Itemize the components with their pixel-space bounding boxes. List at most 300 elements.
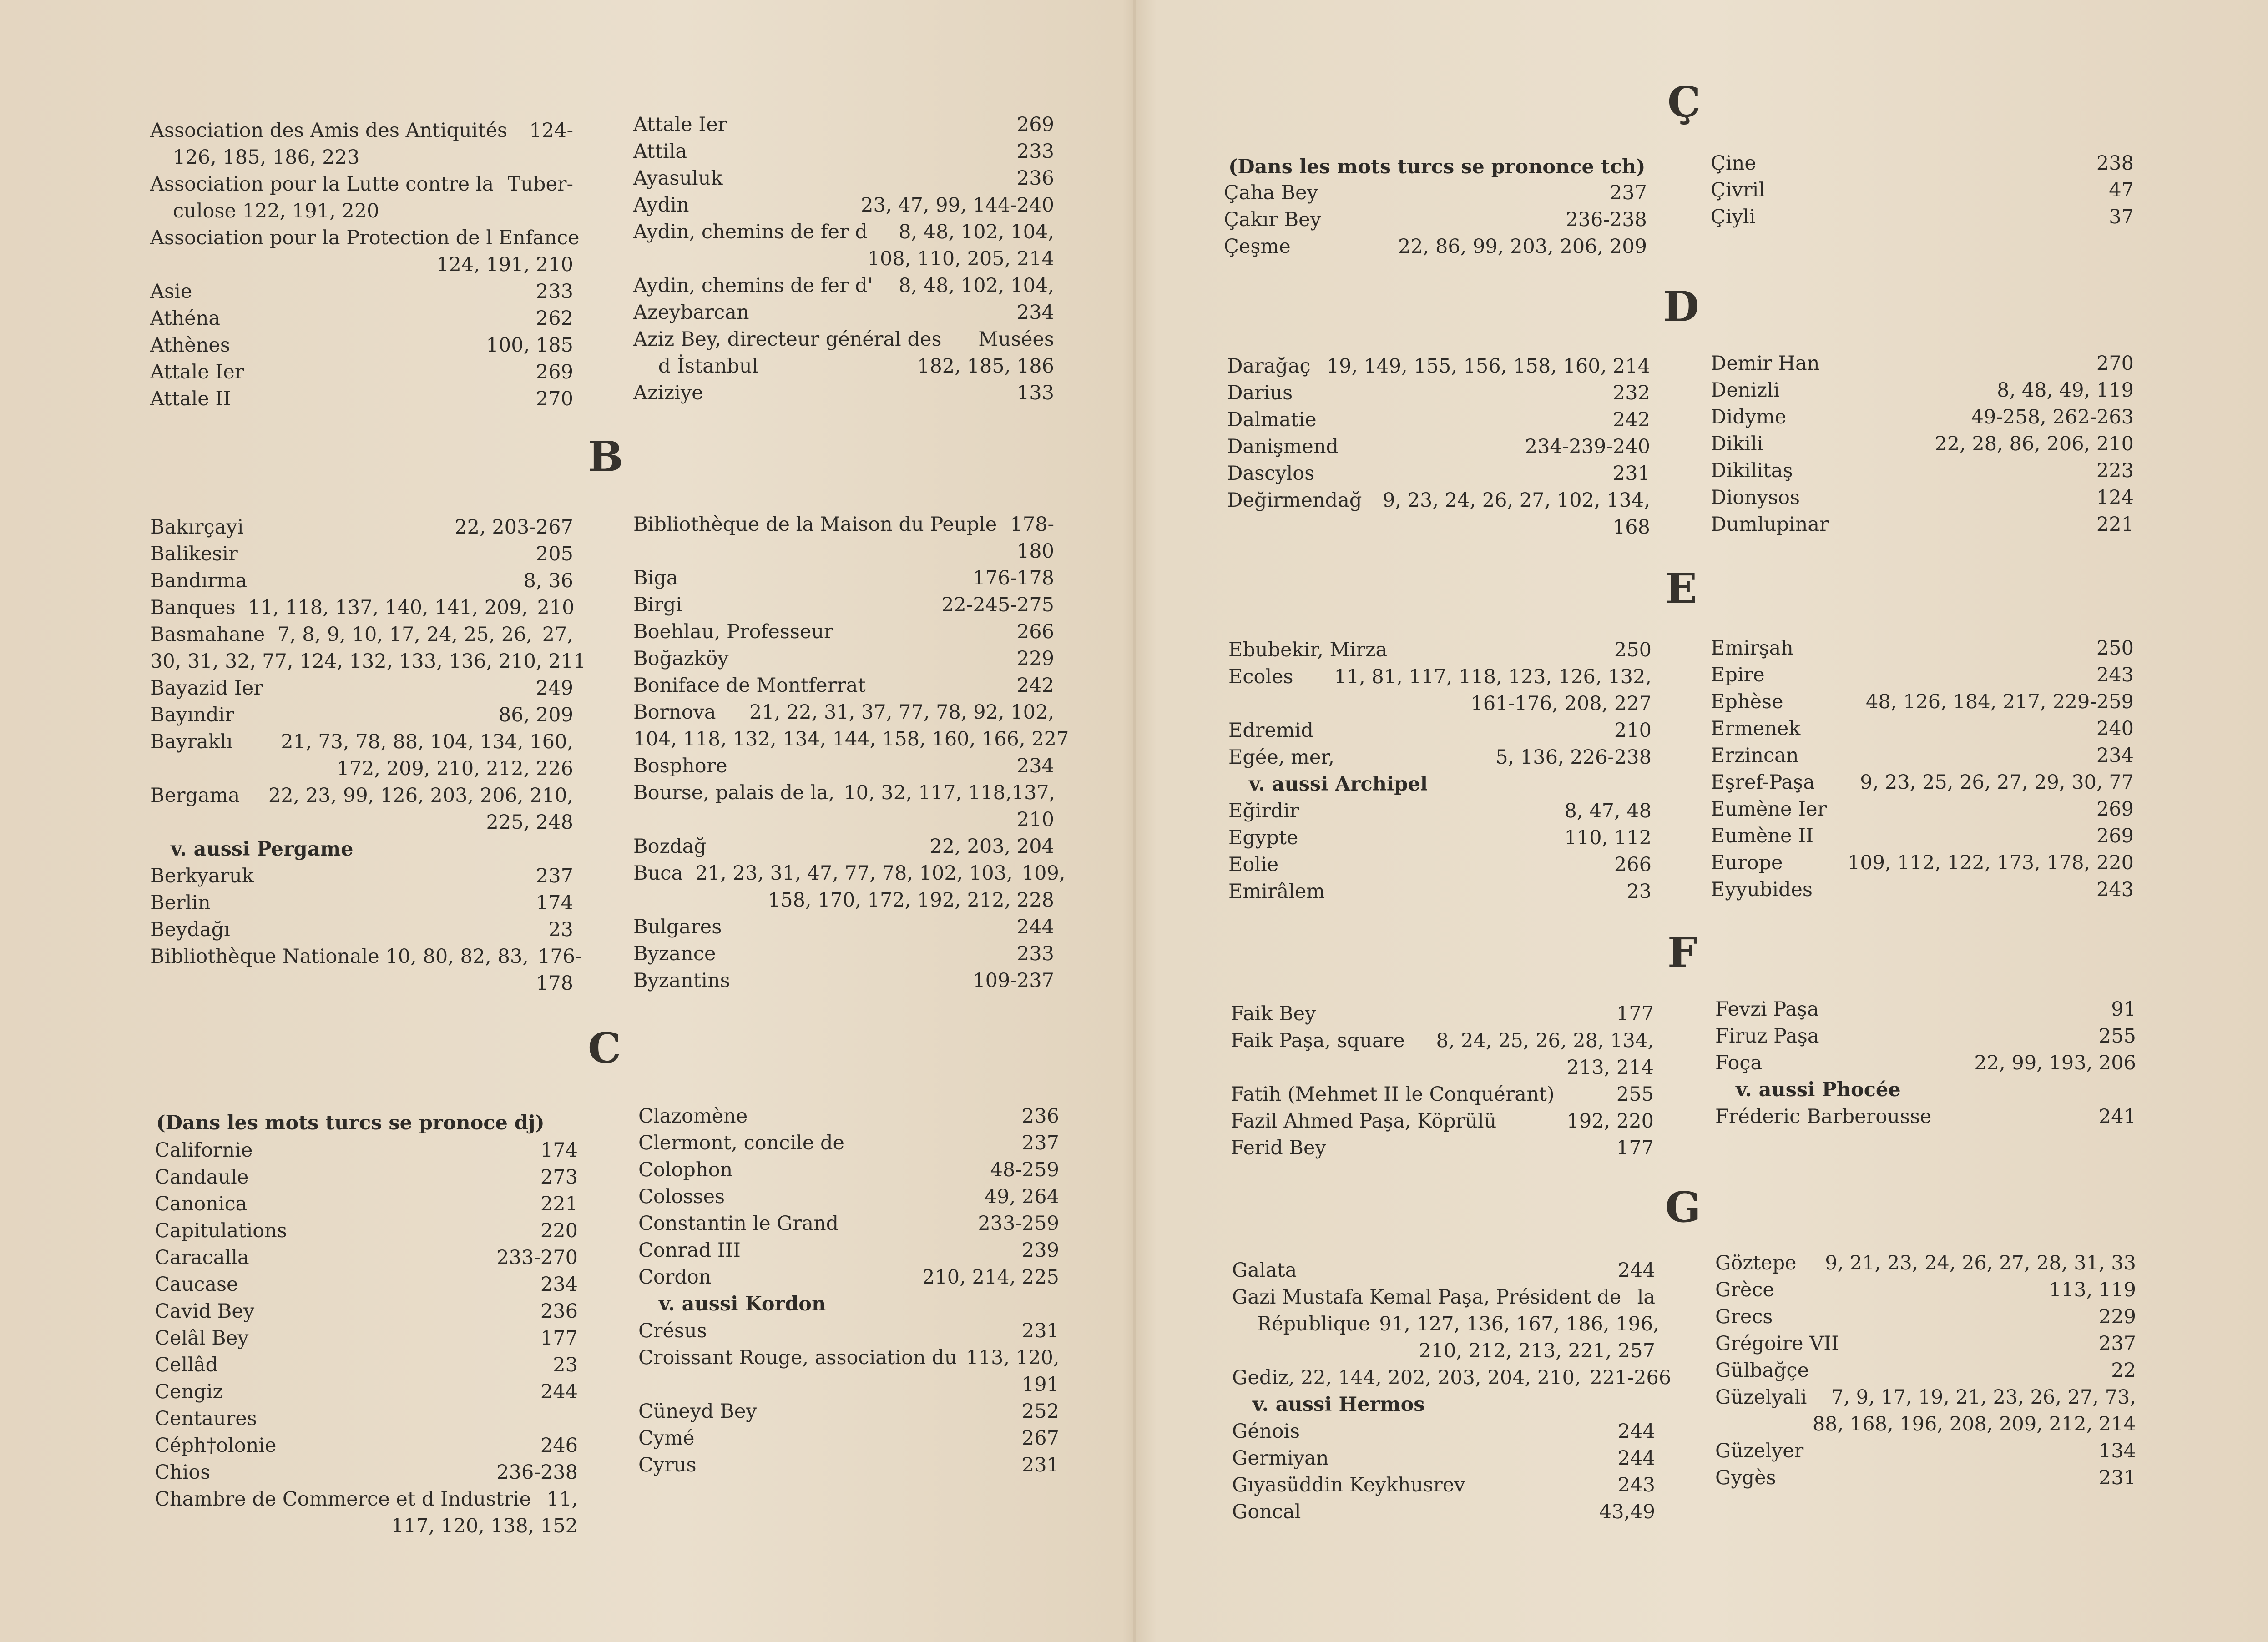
entry-page-numbers: 23 bbox=[1626, 880, 1652, 903]
entry-page-numbers: 236 bbox=[1016, 167, 1054, 190]
entry-page-numbers: 7, 9, 17, 19, 21, 23, 26, 27, 73, bbox=[1831, 1386, 2136, 1409]
index-entry bbox=[1715, 1465, 2136, 1491]
page-fold bbox=[1133, 0, 1136, 1642]
index-entry bbox=[1227, 380, 1650, 407]
entry-term: Epire bbox=[1711, 664, 1765, 686]
entry-term: Association des Amis des Antiquités bbox=[150, 119, 508, 142]
index-entry bbox=[155, 1325, 578, 1352]
entry-continuation: 180 bbox=[1016, 540, 1054, 563]
entry-page-numbers: 133 bbox=[1016, 382, 1054, 404]
entry-term: Candaule bbox=[155, 1166, 249, 1189]
index-entry bbox=[150, 225, 580, 252]
entry-term: Chambre de Commerce et d Industrie bbox=[155, 1488, 531, 1511]
entry-page-numbers: 134 bbox=[2098, 1440, 2136, 1462]
entry-page-numbers: 234-239-240 bbox=[1525, 435, 1650, 458]
entry-page-numbers: 48, 126, 184, 217, 229-259 bbox=[1866, 690, 2134, 713]
index-entry bbox=[1711, 823, 2134, 850]
entry-term: Bosphore bbox=[633, 755, 727, 777]
index-entry bbox=[1227, 407, 1650, 433]
index-entry bbox=[1232, 1365, 1672, 1391]
index-entry bbox=[633, 138, 1054, 165]
index-entry bbox=[633, 272, 1054, 299]
entry-continuation: 117, 120, 138, 152 bbox=[391, 1515, 578, 1537]
entry-continuation: 178 bbox=[535, 972, 573, 995]
entry-page-numbers: 22, 99, 193, 206 bbox=[1974, 1052, 2136, 1074]
entry-continuation: 161-176, 208, 227 bbox=[1470, 692, 1652, 715]
entry-page-numbers: 220 bbox=[540, 1219, 578, 1242]
index-entry bbox=[150, 675, 573, 702]
entry-page-numbers: 176-178 bbox=[973, 567, 1054, 589]
index-entry bbox=[1228, 851, 1652, 878]
section-letter-g: G bbox=[1665, 1183, 1701, 1232]
entry-term: Basmahane 7, 8, 9, 10, 17, 24, 25, 26, bbox=[150, 623, 533, 646]
index-entry bbox=[1228, 717, 1652, 744]
entry-page-numbers: 233 bbox=[535, 280, 573, 303]
entry-term: Grecs bbox=[1715, 1305, 1773, 1328]
entry-page-numbers: 231 bbox=[1612, 462, 1650, 485]
index-entry bbox=[1711, 204, 2134, 231]
entry-term: Demir Han bbox=[1711, 352, 1820, 375]
entry-term: Attale II bbox=[150, 388, 231, 410]
entry-term: Çaha Bey bbox=[1224, 181, 1318, 204]
entry-page-numbers: 237 bbox=[535, 865, 573, 887]
entry-page-numbers: la bbox=[1637, 1286, 1655, 1309]
entry-term: Gediz, 22, 144, 202, 203, 204, 210, bbox=[1232, 1366, 1581, 1389]
entry-page-numbers: 9, 21, 23, 24, 26, 27, 28, 31, 33 bbox=[1825, 1252, 2136, 1274]
index-entry bbox=[1228, 878, 1652, 905]
entry-page-numbers: 269 bbox=[1016, 113, 1054, 136]
index-entry bbox=[150, 305, 573, 332]
entry-page-numbers: 23 bbox=[548, 918, 573, 941]
index-entry bbox=[638, 1398, 1059, 1425]
entry-term: Gıyasüddin Keykhusrev bbox=[1232, 1474, 1465, 1496]
entry-page-numbers: 37 bbox=[2109, 206, 2134, 228]
entry-term: Cordon bbox=[638, 1266, 712, 1289]
entry-page-numbers: 8, 47, 48 bbox=[1564, 800, 1652, 822]
entry-term: Cellâd bbox=[155, 1354, 218, 1376]
entry-page-numbers: 262 bbox=[535, 307, 573, 330]
entry-page-numbers: 242 bbox=[1016, 674, 1054, 697]
entry-term: Boehlau, Professeur bbox=[633, 620, 833, 643]
index-column bbox=[633, 511, 1069, 994]
index-entry bbox=[1232, 1418, 1655, 1445]
index-column bbox=[638, 1103, 1059, 1479]
entry-continuation: 108, 110, 205, 214 bbox=[867, 247, 1054, 270]
index-entry bbox=[155, 1298, 578, 1325]
index-entry bbox=[1711, 458, 2134, 484]
entry-term: Association pour la Protection de l Enfance bbox=[150, 227, 580, 249]
index-entry bbox=[633, 699, 1054, 726]
index-entry bbox=[638, 1425, 1059, 1452]
entry-term: Çiyli bbox=[1711, 206, 1756, 228]
entry-term: Attila bbox=[633, 140, 687, 163]
entry-page-numbers: 210, 214, 225 bbox=[922, 1266, 1059, 1289]
entry-page-numbers: 22, 86, 99, 203, 206, 209 bbox=[1398, 235, 1647, 258]
entry-page-numbers: 240 bbox=[2096, 717, 2134, 740]
index-entry bbox=[1711, 876, 2134, 903]
index-entry bbox=[1227, 487, 1650, 514]
entry-term: Caucase bbox=[155, 1273, 238, 1296]
index-column bbox=[150, 117, 580, 413]
entry-term: Emirşah bbox=[1711, 637, 1793, 660]
entry-term: Erzincan bbox=[1711, 744, 1799, 767]
entry-continuation: 126, 185, 186, 223 bbox=[173, 146, 360, 169]
index-entry bbox=[150, 278, 573, 305]
index-entry bbox=[633, 780, 1054, 806]
entry-continuation: 30, 31, 32, 77, 124, 132, 133, 136, 210, 211 bbox=[150, 650, 586, 673]
index-entry bbox=[150, 568, 573, 594]
index-entry bbox=[1715, 1023, 2136, 1050]
entry-term: Eumène II bbox=[1711, 825, 1814, 847]
index-entry bbox=[1711, 742, 2134, 769]
index-entry bbox=[1228, 664, 1652, 690]
entry-page-numbers: 232 bbox=[1612, 382, 1650, 404]
entry-page-numbers: 8, 36 bbox=[523, 569, 573, 592]
entry-page-numbers: 91 bbox=[2111, 998, 2136, 1021]
entry-page-numbers: 174 bbox=[540, 1139, 578, 1162]
entry-page-numbers: 250 bbox=[1614, 639, 1652, 661]
index-entry bbox=[1224, 180, 1647, 207]
entry-page-numbers: 177 bbox=[1616, 1137, 1654, 1159]
index-entry bbox=[155, 1164, 578, 1191]
entry-page-numbers: 223 bbox=[2096, 459, 2134, 482]
index-entry bbox=[633, 326, 1054, 353]
entry-term: Eyyubides bbox=[1711, 878, 1813, 901]
index-entry bbox=[155, 1244, 578, 1271]
entry-page-numbers: 5, 136, 226-238 bbox=[1495, 746, 1652, 769]
entry-term: Conrad III bbox=[638, 1239, 741, 1262]
entry-page-numbers: 27, bbox=[542, 623, 573, 646]
index-column bbox=[1715, 996, 2136, 1130]
index-entry bbox=[150, 863, 573, 890]
entry-term: Eolie bbox=[1228, 853, 1279, 876]
index-entry bbox=[1711, 511, 2134, 538]
entry-page-numbers: 229 bbox=[1016, 647, 1054, 670]
pronunciation-note: (Dans les mots turcs se pronoce dj) bbox=[156, 1112, 545, 1134]
entry-term: Balikesir bbox=[150, 543, 238, 565]
index-entry bbox=[150, 171, 573, 198]
entry-term: Capitulations bbox=[155, 1219, 287, 1242]
index-entry bbox=[1715, 1277, 2136, 1304]
entry-term: Bergama bbox=[150, 784, 240, 807]
entry-page-numbers: 124- bbox=[529, 119, 573, 142]
entry-page-numbers: 231 bbox=[1021, 1454, 1059, 1476]
entry-page-numbers: 270 bbox=[2096, 352, 2134, 375]
entry-term: Değirmendağ bbox=[1227, 489, 1362, 512]
entry-page-numbers: 249 bbox=[535, 677, 573, 700]
section-letter-e: E bbox=[1665, 564, 1697, 613]
entry-term: Galata bbox=[1232, 1259, 1297, 1282]
entry-term: Beydağı bbox=[150, 918, 230, 941]
index-entry bbox=[633, 353, 1054, 380]
entry-page-numbers: 23, 47, 99, 144-240 bbox=[861, 194, 1054, 217]
entry-term: Danişmend bbox=[1227, 435, 1339, 458]
entry-page-numbers: 22-245-275 bbox=[941, 594, 1054, 616]
see-also-note: v. aussi Archipel bbox=[1249, 773, 1428, 796]
entry-term: Biga bbox=[633, 567, 678, 589]
index-entry bbox=[633, 111, 1054, 138]
entry-term: Göztepe bbox=[1715, 1252, 1797, 1274]
index-column bbox=[1224, 180, 1647, 260]
entry-page-numbers: 113, 119 bbox=[2049, 1279, 2136, 1301]
index-entry bbox=[150, 332, 573, 359]
index-entry bbox=[633, 592, 1054, 619]
index-entry bbox=[638, 1184, 1059, 1210]
index-column bbox=[1711, 350, 2134, 538]
entry-term: Eğirdir bbox=[1228, 800, 1299, 822]
index-entry bbox=[638, 1130, 1059, 1157]
entry-term: Çivril bbox=[1711, 179, 1765, 201]
entry-page-numbers: 22 bbox=[2111, 1359, 2136, 1382]
index-entry bbox=[1715, 1103, 2136, 1130]
entry-term: Bayazid Ier bbox=[150, 677, 263, 700]
entry-term: Californie bbox=[155, 1139, 253, 1162]
entry-page-numbers: 266 bbox=[1016, 620, 1054, 643]
index-entry bbox=[1711, 850, 2134, 876]
index-entry bbox=[1711, 431, 2134, 458]
entry-term: Eumène Ier bbox=[1711, 798, 1827, 821]
entry-term: Çeşme bbox=[1224, 235, 1291, 258]
entry-term: Celâl Bey bbox=[155, 1327, 249, 1350]
entry-page-numbers: 205 bbox=[535, 543, 573, 565]
see-also-note: v. aussi Hermos bbox=[1253, 1393, 1425, 1416]
entry-page-numbers: 8, 48, 102, 104, bbox=[899, 274, 1054, 297]
index-entry bbox=[633, 511, 1054, 538]
entry-page-numbers: 11, bbox=[546, 1488, 578, 1511]
entry-term: Athéna bbox=[150, 307, 221, 330]
entry-page-numbers: 210 bbox=[1614, 719, 1652, 742]
entry-page-numbers: 177 bbox=[1616, 1002, 1654, 1025]
entry-term: Colophon bbox=[638, 1158, 733, 1181]
entry-term: Bibliothèque de la Maison du Peuple bbox=[633, 513, 997, 536]
entry-page-numbers: 8, 24, 25, 26, 28, 134, bbox=[1436, 1029, 1654, 1052]
entry-page-numbers: 244 bbox=[1617, 1259, 1655, 1282]
index-column bbox=[1232, 1257, 1672, 1526]
entry-term: Eşref-Paşa bbox=[1711, 771, 1815, 794]
entry-term: d İstanbul bbox=[633, 355, 758, 378]
entry-page-numbers: 10, 32, 117, 118,137, bbox=[844, 781, 1056, 804]
entry-page-numbers: 109-237 bbox=[973, 969, 1054, 992]
entry-continuation: culose 122, 191, 220 bbox=[173, 200, 379, 222]
entry-term: Caracalla bbox=[155, 1246, 249, 1269]
index-entry bbox=[1715, 1438, 2136, 1465]
entry-term: Cymé bbox=[638, 1427, 695, 1450]
entry-term: Didyme bbox=[1711, 406, 1787, 428]
entry-page-numbers: 113, 120, bbox=[966, 1346, 1060, 1369]
index-entry bbox=[633, 299, 1054, 326]
entry-continuation: 158, 170, 172, 192, 212, 228 bbox=[768, 889, 1054, 912]
index-entry bbox=[1711, 377, 2134, 404]
index-entry bbox=[638, 1157, 1059, 1184]
section-letter-c-cedilla: Ç bbox=[1667, 77, 1701, 126]
section-letter-d: D bbox=[1663, 282, 1699, 331]
entry-term: Dumlupinar bbox=[1711, 513, 1829, 536]
entry-term: Europe bbox=[1711, 851, 1783, 874]
pronunciation-note: (Dans les mots turcs se prononce tch) bbox=[1228, 156, 1646, 178]
index-entry bbox=[633, 860, 1066, 887]
entry-term: Faik Paşa, square bbox=[1231, 1029, 1405, 1052]
index-entry bbox=[150, 729, 573, 756]
entry-page-numbers: 236 bbox=[540, 1300, 578, 1323]
index-entry bbox=[155, 1405, 578, 1432]
entry-page-numbers: 192, 220 bbox=[1566, 1110, 1654, 1133]
entry-term: Bourse, palais de la, bbox=[633, 781, 835, 804]
entry-term: Darağaç bbox=[1227, 355, 1311, 378]
entry-continuation: 210 bbox=[1016, 808, 1054, 831]
entry-term: Gülbağçe bbox=[1715, 1359, 1809, 1382]
entry-term: Bulgares bbox=[633, 916, 722, 938]
entry-continuation: 104, 118, 132, 134, 144, 158, 160, 166, 227 bbox=[633, 728, 1069, 750]
entry-page-numbers: 237 bbox=[1021, 1132, 1059, 1154]
entry-term: Attale Ier bbox=[633, 113, 727, 136]
entry-page-numbers: 255 bbox=[1616, 1083, 1654, 1106]
entry-term: Dikili bbox=[1711, 433, 1763, 455]
entry-continuation: 168 bbox=[1612, 516, 1650, 539]
entry-term: Ephèse bbox=[1711, 690, 1783, 713]
index-entry bbox=[1232, 1311, 1659, 1338]
entry-page-numbers: 109, bbox=[1021, 862, 1066, 885]
index-entry bbox=[150, 621, 573, 648]
entry-page-numbers: 124 bbox=[2096, 486, 2134, 509]
index-entry bbox=[150, 917, 573, 943]
entry-term: Dikilitaş bbox=[1711, 459, 1793, 482]
entry-page-numbers: 234 bbox=[1016, 301, 1054, 324]
index-entry bbox=[1227, 460, 1650, 487]
index-entry bbox=[633, 914, 1054, 941]
entry-page-numbers: 48-259 bbox=[990, 1158, 1059, 1181]
entry-page-numbers: 241 bbox=[2098, 1105, 2136, 1128]
index-entry bbox=[155, 1137, 578, 1164]
entry-term: Edremid bbox=[1228, 719, 1313, 742]
index-entry bbox=[633, 645, 1054, 672]
entry-page-numbers: 269 bbox=[535, 361, 573, 383]
entry-page-numbers: 244 bbox=[1617, 1420, 1655, 1443]
entry-term: Cyrus bbox=[638, 1454, 697, 1476]
index-entry bbox=[1231, 1108, 1654, 1135]
entry-term: Buca 21, 23, 31, 47, 77, 78, 102, 103, bbox=[633, 862, 1013, 885]
entry-continuation: 172, 209, 210, 212, 226 bbox=[337, 757, 573, 780]
index-column bbox=[1711, 150, 2134, 231]
index-entry bbox=[150, 594, 573, 621]
entry-term: Güzelyali bbox=[1715, 1386, 1807, 1409]
entry-page-numbers: 174 bbox=[535, 892, 573, 914]
section-letter-c: C bbox=[588, 1023, 621, 1073]
entry-term: Bornova bbox=[633, 701, 716, 724]
index-entry bbox=[633, 967, 1054, 994]
entry-page-numbers: 109, 112, 122, 173, 178, 220 bbox=[1847, 851, 2134, 874]
entry-page-numbers: 255 bbox=[2098, 1025, 2136, 1048]
entry-page-numbers: 236-238 bbox=[496, 1461, 578, 1484]
index-entry bbox=[1715, 996, 2136, 1023]
index-entry bbox=[155, 1379, 578, 1405]
entry-term: Centaures bbox=[155, 1407, 257, 1430]
entry-page-numbers: 49-258, 262-263 bbox=[1971, 406, 2134, 428]
entry-page-numbers: 9, 23, 25, 26, 27, 29, 30, 77 bbox=[1860, 771, 2134, 794]
entry-term: Association pour la Lutte contre la bbox=[150, 173, 494, 196]
entry-page-numbers: 23 bbox=[553, 1354, 578, 1376]
index-entry bbox=[1711, 689, 2134, 715]
index-entry bbox=[1711, 404, 2134, 431]
entry-term: Ermenek bbox=[1711, 717, 1801, 740]
entry-page-numbers: Musées bbox=[978, 328, 1054, 351]
entry-page-numbers: 236-238 bbox=[1566, 208, 1647, 231]
index-entry bbox=[1715, 1250, 2136, 1277]
index-entry bbox=[1711, 715, 2134, 742]
entry-page-numbers: 19, 149, 155, 156, 158, 160, 214 bbox=[1326, 355, 1650, 378]
entry-page-numbers: 233 bbox=[1016, 140, 1054, 163]
entry-page-numbers: 243 bbox=[2096, 878, 2134, 901]
entry-term: Çakır Bey bbox=[1224, 208, 1321, 231]
entry-term: Aziziye bbox=[633, 382, 703, 404]
index-entry bbox=[633, 219, 1054, 246]
entry-page-numbers: 100, 185 bbox=[486, 334, 573, 357]
index-column bbox=[1231, 1001, 1654, 1162]
section-letter-b: B bbox=[588, 432, 623, 481]
entry-term: Génois bbox=[1232, 1420, 1300, 1443]
index-entry bbox=[1711, 769, 2134, 796]
entry-term: Darius bbox=[1227, 382, 1293, 404]
index-entry bbox=[1711, 177, 2134, 204]
entry-page-numbers: 21, 73, 78, 88, 104, 134, 160, bbox=[281, 730, 573, 753]
entry-page-numbers: 250 bbox=[2096, 637, 2134, 660]
entry-page-numbers: 270 bbox=[535, 388, 573, 410]
entry-term: Goncal bbox=[1232, 1501, 1301, 1523]
entry-page-numbers: 177 bbox=[540, 1327, 578, 1350]
index-entry bbox=[1715, 1384, 2136, 1411]
entry-term: Boniface de Montferrat bbox=[633, 674, 866, 697]
entry-term: Ayasuluk bbox=[633, 167, 723, 190]
index-entry bbox=[633, 619, 1054, 645]
entry-term: Birgi bbox=[633, 594, 682, 616]
entry-page-numbers: 234 bbox=[540, 1273, 578, 1296]
index-entry bbox=[155, 1459, 578, 1486]
entry-term: Egée, mer, bbox=[1228, 746, 1334, 769]
section-letter-f: F bbox=[1667, 928, 1697, 977]
entry-page-numbers: 229 bbox=[2098, 1305, 2136, 1328]
entry-page-numbers: 238 bbox=[2096, 152, 2134, 175]
entry-term: Aziz Bey, directeur général des bbox=[633, 328, 942, 351]
entry-term: Ferid Bey bbox=[1231, 1137, 1326, 1159]
entry-page-numbers: 239 bbox=[1021, 1239, 1059, 1262]
entry-term: Grèce bbox=[1715, 1279, 1774, 1301]
entry-page-numbers: 243 bbox=[1617, 1474, 1655, 1496]
entry-page-numbers: 243 bbox=[2096, 664, 2134, 686]
see-also-note: v. aussi Phocée bbox=[1736, 1078, 1901, 1101]
entry-term: Asie bbox=[150, 280, 192, 303]
entry-page-numbers: 244 bbox=[540, 1380, 578, 1403]
entry-term: Çine bbox=[1711, 152, 1756, 175]
entry-continuation: 88, 168, 196, 208, 209, 212, 214 bbox=[1812, 1413, 2136, 1435]
entry-page-numbers: 273 bbox=[540, 1166, 578, 1189]
index-column bbox=[150, 514, 586, 997]
index-entry bbox=[1232, 1472, 1655, 1499]
entry-term: Gazi Mustafa Kemal Paşa, Président de bbox=[1232, 1286, 1621, 1309]
entry-term: République bbox=[1232, 1313, 1370, 1335]
index-entry bbox=[150, 117, 573, 144]
entry-term: Azeybarcan bbox=[633, 301, 749, 324]
index-entry bbox=[638, 1264, 1059, 1291]
index-column bbox=[155, 1137, 578, 1540]
index-entry bbox=[633, 165, 1054, 192]
entry-page-numbers: 8, 48, 49, 119 bbox=[1997, 379, 2134, 402]
entry-page-numbers: 231 bbox=[1021, 1320, 1059, 1342]
index-entry bbox=[1224, 233, 1647, 260]
entry-term: Dascylos bbox=[1227, 462, 1315, 485]
index-entry bbox=[1715, 1357, 2136, 1384]
index-entry bbox=[1715, 1050, 2136, 1077]
index-entry bbox=[1711, 350, 2134, 377]
entry-term: Dionysos bbox=[1711, 486, 1800, 509]
